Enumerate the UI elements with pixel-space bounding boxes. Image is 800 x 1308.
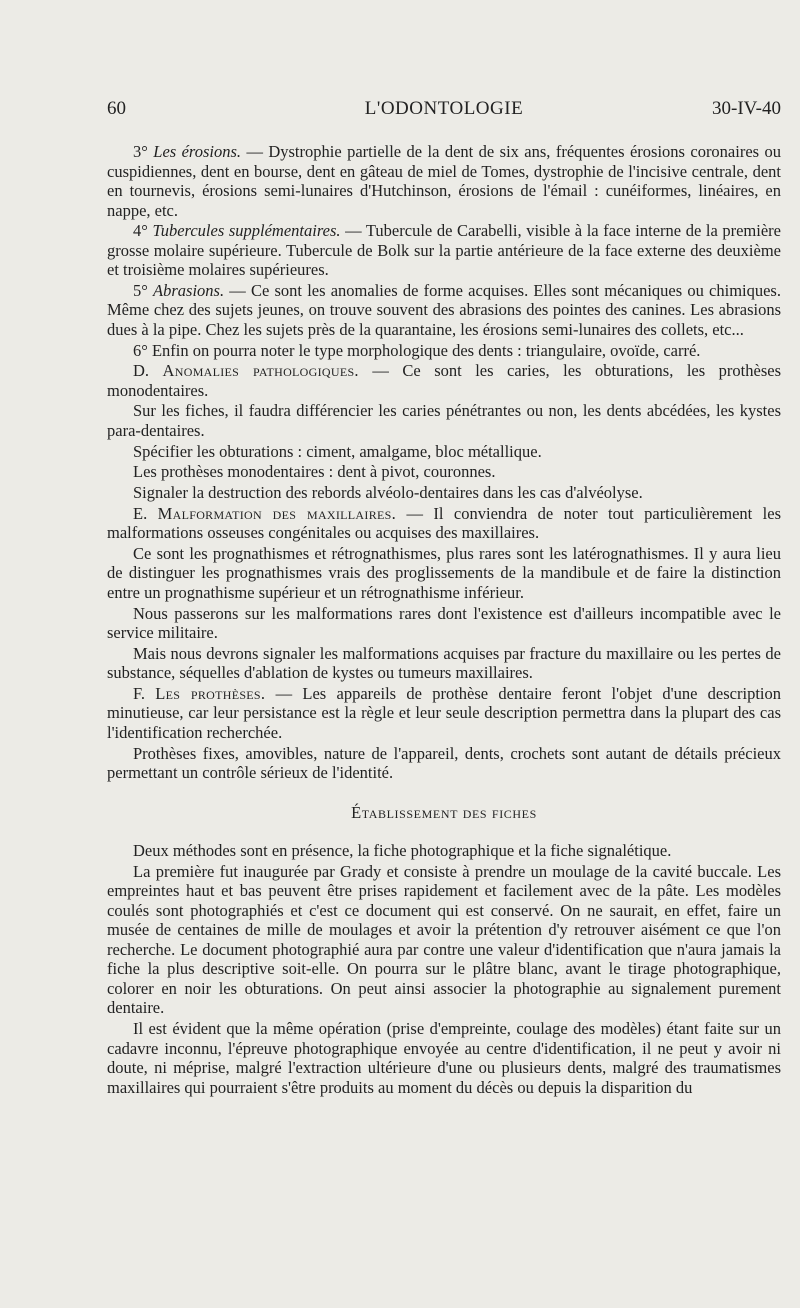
paragraph: Signaler la destruction des rebords alvéolo-dentaires dans les cas d'alvéolyse. [133,483,643,502]
page-number: 60 [107,98,126,119]
item-title: Les érosions. [153,142,242,161]
item-number: E. [133,503,158,523]
item-number: 3° [133,142,154,161]
item-number: 4° [133,221,153,241]
paragraph [107,221,781,280]
journal-title: L'ODONTOLOGIE [364,98,524,119]
item-text: — Il conviendra de noter tout particulièrement les malformations osseuses congénitales ou acquises des maxillaires. [107,503,781,543]
issue-date: 30-IV-40 [712,98,781,119]
paragraph: Deux méthodes sont en présence, la fiche photographique et la fiche signalétique. [133,841,672,861]
paragraph: 6° Enfin on pourra noter le type morphologique des dents : triangulaire, ovoïde, carré. [133,340,701,360]
paragraph: Prothèses fixes, amovibles, nature de l'appareil, dents, crochets sont autant de détails précieux permettant un contrôle sérieux de l'identité. [107,743,781,783]
paragraph: Ce sont les prognathismes et rétrognathismes, plus rares sont les latérognathismes. Il y aura lieu de distinguer les prognathismes vrais des proglissements de la mandibule et de faire la distinction entre un prognathisme supérieur et un rétrognathisme inférieur. [107,543,781,602]
item-number: D. [133,361,163,381]
item-text: — Tubercule de Carabelli, visible à la face interne de la première grosse molaire supérieure. Tubercule de Bolk sur la partie antérieure de la face externe des deuxième et troisième molaires supérieures. [107,221,781,280]
body-text [107,142,781,1098]
item-text: — Ce sont les caries, les obturations, les prothèses monodentaires. [107,361,781,400]
item-number: 5° [133,280,154,300]
paragraph: Mais nous devrons signaler les malformations acquises par fracture du maxillaire ou les pertes de substance, séquelles d'ablation de kystes ou tumeurs maxillaires. [107,643,781,683]
item-text: — Ce sont les anomalies de forme acquises. Elles sont mécaniques ou chimiques. Même chez des sujets jeunes, on trouve souvent des abrasions des pointes des canines. Les abrasions dues à la pipe. Chez les sujets près de la quarantaine, les érosions semi-lunaires des collets, etc... [107,280,781,339]
paragraph: Sur les fiches, il faudra différencier les caries pénétrantes ou non, les dents abcédées, les kystes para-dentaires. [107,401,781,440]
paragraph [107,281,781,340]
paragraph [107,361,781,400]
paragraph: Il est évident que la même opération (prise d'empreinte, coulage des modèles) étant faite sur un cadavre inconnu, l'épreuve photographique envoyée au centre d'identification, il ne peut y avoir ni doute, ni méprise, malgré l'extraction ultérieure d'une ou plusieurs dents, malgré des traumatismes maxillaires qui pourraient s'être produits au moment du décès ou depuis la disparition du [107,1019,781,1097]
paragraph: Spécifier les obturations : ciment, amalgame, bloc métallique. [133,441,542,461]
paragraph [107,504,781,543]
item-title: Les prothèses. [155,683,266,703]
running-head [107,98,781,124]
item-text: — Dystrophie partielle de la dent de six ans, fréquentes érosions coronaires ou cuspidiennes, dent en bourse, dent en gâteau de miel de Tomes, dystrophie de l'incisive centrale, dent en tournevis, érosions semi-lunaires d'Hutchinson, érosions de l'émail : cunéiformes, linéaires, en nappe, etc. [107,142,781,220]
paragraph: Les prothèses monodentaires : dent à pivot, couronnes. [133,462,496,482]
section-heading: Établissement des fiches [351,802,537,822]
paragraph [107,142,781,220]
item-title: Malformation des maxillaires. [157,503,397,523]
item-text: — Les appareils de prothèse dentaire feront l'objet d'une description minutieuse, car leur persistance est la règle et leur seule description permettra dans la plupart des cas l'identification recherchée. [107,683,781,742]
paragraph [107,684,781,743]
paragraph: Nous passerons sur les malformations rares dont l'existence est d'ailleurs incompatible avec le service militaire. [107,603,781,643]
item-title: Anomalies pathologiques. [162,361,359,381]
item-title: Abrasions. [153,280,225,300]
item-number: F. [133,683,156,703]
paragraph: La première fut inaugurée par Grady et consiste à prendre un moulage de la cavité buccale. Les empreintes haut et bas peuvent être prises rapidement et facilement avec de la pâte. Les modèles coulés sont photographiés et c'est ce document qui est conservé. On ne saurait, en effet, faire un musée de centaines de mille de moulages et avoir la prétention d'y retrouver aisément ce que l'on recherche. Le document photographié aura par contre une valeur d'identification que n'aura jamais la fiche la plus descriptive soit-elle. On pourra sur le plâtre blanc, avant le tirage photographique, colorer en noir les obturations. On peut ainsi associer la photographie au signalement purement dentaire. [107,861,781,1018]
item-title: Tubercules supplémentaires. [152,221,341,241]
